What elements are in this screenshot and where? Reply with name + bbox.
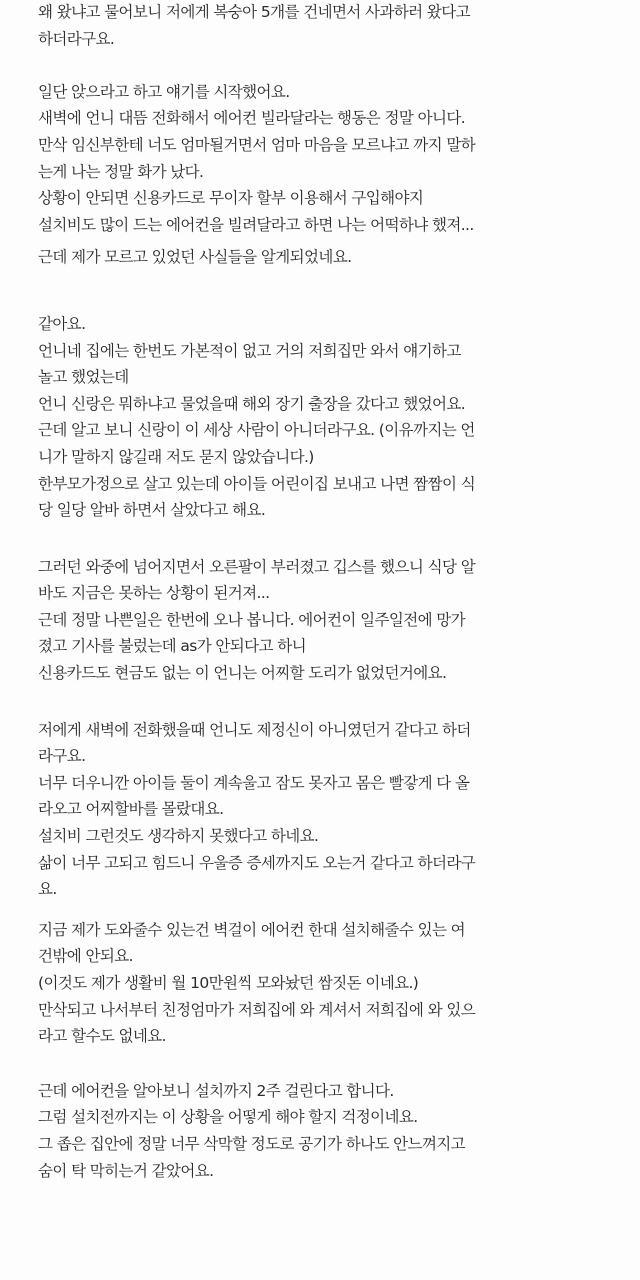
text-line: 근데 제가 모르고 있었던 사실들을 알게되었네요. <box>38 248 352 267</box>
text-line: 졌고 기사를 불렀는데 as가 안되다고 하니 <box>38 637 306 656</box>
text-line: (이것도 제가 생활비 월 10만원씩 모와놨던 쌈짓돈 이네요.) <box>38 974 419 992</box>
paragraph-7 <box>38 917 630 1050</box>
paragraph-gap <box>38 524 630 554</box>
text-line: 만삭 임신부한테 너도 엄마될거면서 엄마 마음을 모르냐고 까지 말하 <box>38 135 476 154</box>
text-line: 라오고 어찌할바를 몰랐대요. <box>38 800 224 819</box>
paragraph-gap <box>38 687 630 717</box>
text-line: 그러던 와중에 넘어지면서 오른팔이 부러졌고 깁스를 했으니 식당 알 <box>38 557 476 576</box>
text-line: 설치비 그런것도 생각하지 못했다고 하네요. <box>38 827 319 846</box>
text-line: 하더라구요. <box>38 29 115 48</box>
text-line: 그 좁은 집안에 정말 너무 삭막할 정도로 공기가 하나도 안느껴지고 <box>38 1134 466 1153</box>
paragraph-5 <box>38 554 630 687</box>
paragraph-8 <box>38 1078 630 1184</box>
text-line: 라고 할수도 없네요. <box>38 1027 166 1046</box>
text-line: 근데 정말 나쁜일은 한번에 오나 봅니다. 에어컨이 일주일전에 망가 <box>38 610 466 629</box>
text-line: 지금 제가 도와줄수 있는건 벽걸이 에어컨 한대 설치해줄수 있는 여 <box>38 920 466 939</box>
paragraph-gap <box>38 271 630 311</box>
text-line: 근데 에어컨을 알아보니 설치까지 2주 걸린다고 합니다. <box>38 1081 394 1100</box>
paragraph-4 <box>38 311 630 524</box>
text-line: 일단 앉으라고 하고 얘기를 시작했어요. <box>38 82 290 101</box>
text-line: 상황이 안되면 신용카드로 무이자 할부 이용해서 구입해야지 <box>38 189 424 208</box>
text-line: 한부모가정으로 살고 있는데 아이들 어린이집 보내고 나면 짬짬이 식 <box>38 474 476 493</box>
text-line: 그럼 설치전까지는 이 상황을 어떻게 해야 할지 걱정이네요. <box>38 1108 418 1127</box>
paragraph-gap <box>38 1050 630 1078</box>
text-line: 숨이 탁 막히는거 같았어요. <box>38 1161 214 1180</box>
text-line: 놀고 했었는데 <box>38 368 129 387</box>
paragraph-1 <box>38 0 630 52</box>
text-line: 새벽에 언니 대뜸 전화해서 에어컨 빌라달라는 행동은 정말 아니다. <box>38 109 466 128</box>
text-line: 근데 알고 보니 신랑이 이 세상 사람이 아니더라구요. (이유까지는 언 <box>38 421 475 440</box>
post-text <box>38 0 630 1184</box>
text-line: 건밖에 안되요. <box>38 947 133 966</box>
text-line: 설치비도 많이 드는 에어컨을 빌려달라고 하면 나는 어떡하냐 했져... <box>38 215 474 234</box>
paragraph-3 <box>38 244 630 271</box>
text-line: 언니 신랑은 뭐하냐고 물었을때 해외 장기 출장을 갔다고 했었어요. <box>38 394 466 413</box>
paragraph-gap <box>38 52 630 79</box>
text-line: 바도 지금은 못하는 상황이 된거져... <box>38 584 270 603</box>
text-line: 는게 나는 정말 화가 났다. <box>38 162 204 181</box>
paragraph-2 <box>38 79 630 239</box>
paragraph-gap <box>38 903 630 917</box>
text-line: 만삭되고 나서부터 친정엄마가 저희집에 와 계셔서 저희집에 와 있으 <box>38 1000 476 1019</box>
text-line: 언니네 집에는 한번도 가본적이 없고 거의 저희집만 와서 얘기하고 <box>38 341 461 360</box>
text-line: 같아요. <box>38 314 86 333</box>
text-line: 당 일당 알바 하면서 살았다고 해요. <box>38 501 266 520</box>
text-line: 요. <box>38 880 57 899</box>
text-line: 저에게 새벽에 전화했을때 언니도 제정신이 아니였던거 같다고 하더 <box>38 720 471 739</box>
text-line: 라구요. <box>38 747 86 766</box>
text-line: 니가 말하지 않길래 저도 묻지 않았습니다.) <box>38 447 314 466</box>
text-line: 삶이 너무 고되고 힘드니 우울증 증세까지도 오는거 같다고 하더라구 <box>38 853 476 872</box>
text-line: 신용카드도 현금도 없는 이 언니는 어찌할 도리가 없었던거에요. <box>38 664 447 683</box>
text-line: 너무 더우니깐 아이들 둘이 계속울고 잠도 못자고 몸은 빨갛게 다 올 <box>38 773 470 792</box>
text-line: 왜 왔냐고 물어보니 저에게 복숭아 5개를 건네면서 사과하러 왔다고 <box>38 3 470 21</box>
paragraph-6 <box>38 717 630 903</box>
